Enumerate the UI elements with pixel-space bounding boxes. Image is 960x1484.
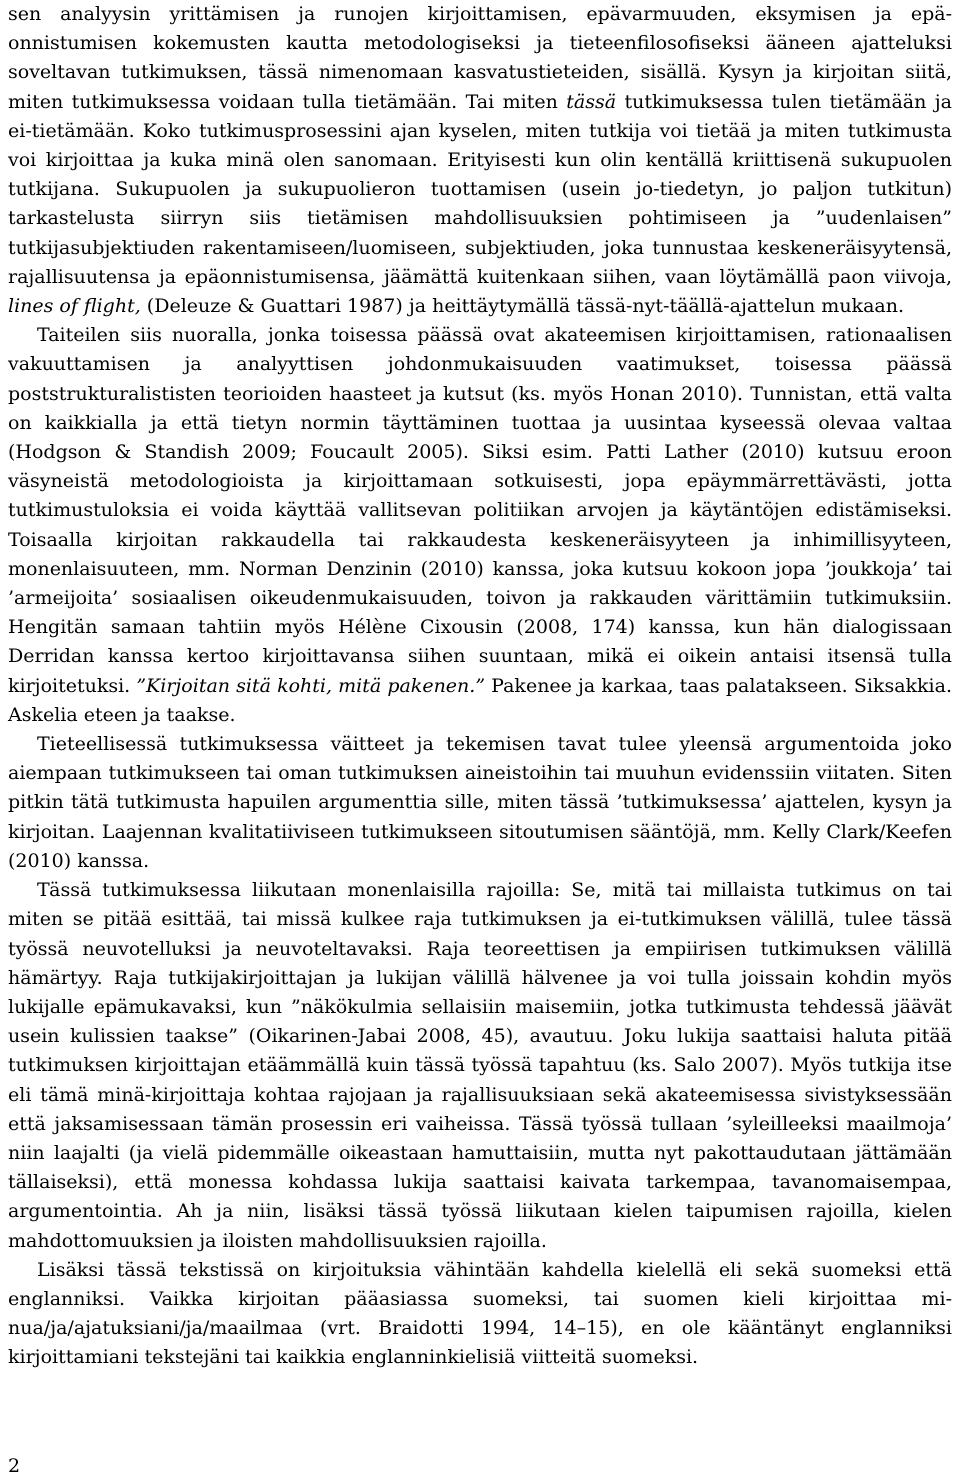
- paragraph-4: [8, 876, 952, 1256]
- paragraph-2-italic-quote: ”Kirjoitan sitä kohti, mitä pakenen.”: [136, 674, 486, 697]
- paragraph-1-italic-lines-of-flight: lines of flight,: [8, 295, 141, 318]
- paragraph-4-run-1: Tässä tutkimuksessa liikutaan monenlaisilla rajoilla: Se, mitä tai millaista tutkimus on tai miten se pitää esittää, tai missä kulkee raja tutkimuksen ja ei-tutkimuksen välillä, tulee tässä työssä neuvotelluksi ja neuvoteltavaksi. Raja teoreettisen ja empiirisen tutkimuksen välillä hämärtyy. Raja tutkijakirjoittajan ja lukijan välillä hälvenee ja voi tulla joissain kohdin myös lukijalle epämukavaksi, kun ”näkökulmia sellaisiin maisemiin, jotka tutkimusta tehdessä jäävät usein kulissien taakse” (Oikarinen-Jabai 2008, 45), avautuu. Joku lukija saattaisi haluta pitää tutkimuksen kirjoittajan etäämmällä kuin tässä työssä tapahtuu (ks. Salo 2007). Myös tutkija itse eli tämä minä-kirjoittaja kohtaa rajojaan ja rajallisuuksiaan sekä akateemisessa sivistyksessään että jaksamisessaan tämän prosessin eri vaiheissa. Tässä työssä tullaan ’syleilleeksi maailmoja’ niin laajalti (ja vielä pidemmälle oikeastaan hamuttaisiin, mutta nyt pakottaudutaan jättämään tällaiseksi), että monessa kohdassa lukija saattaisi kaivata tarkempaa, tavanomaisempaa, argumentointia. Ah ja niin, lisäksi tässä työssä liikutaan kielen taipumisen rajoilla, kielen mahdottomuuksien ja iloisten mahdollisuuksien rajoilla.: [8, 879, 952, 1252]
- paragraph-1-run-3: tutkimuksessa tulen tietämään ja ei-tietämään. Koko tutkimusprosessini ajan kyselen, miten tutkija voi tietää ja miten tutkimusta voi kirjoittaa ja kuka minä olen sanomaan. Erityisesti kun olin kentällä kriittisenä sukupuolen tutkijana. Sukupuolen ja sukupuolieron tuottamisen (usein jo-tiedetyn, jo paljon tutkitun) tarkastelusta siirryn siis tietämisen mahdollisuuksien pohtimiseen ja ”uudenlaisen” tutkijasubjektiuden rakentamiseen/luomiseen, subjektiuden, joka tunnustaa keskeneräisyytensä, rajallisuutensa ja epäonnistumisensa, jäämättä kuitenkaan siihen, vaan löytämällä paon viivoja,: [8, 90, 953, 288]
- paragraph-2-run-3: Pakenee ja karkaa, taas palatakseen. Siksakkia. Askelia eteen ja taakse.: [8, 674, 952, 726]
- paragraph-1-run-5: (Deleuze & Guattari 1987) ja heittäytymällä tässä-nyt-täällä-ajattelun mukaan.: [140, 295, 905, 318]
- paragraph-2: [8, 321, 952, 730]
- paragraph-3: [8, 730, 952, 876]
- paragraph-1: [8, 0, 952, 321]
- paragraph-1-run-1: sen analyysin yrittämisen ja runojen kirjoittamisen, epävarmuuden, eksymisen ja epäonnistumisen kokemusten kautta metodologiseksi ja tieteenfilosofiseksi ääneen ajatteluksi soveltavan tutkimuksen, tässä nimenomaan kasvatustieteiden, sisällä. Kysyn ja kirjoitan siitä, miten tutkimuksessa voidaan tulla tietämään. Tai miten: [8, 3, 952, 113]
- document-page: [8, 0, 952, 1373]
- paragraph-3-run-1: Tieteellisessä tutkimuksessa väitteet ja tekemisen tavat tulee yleensä argumentoida joko aiempaan tutkimukseen tai oman tutkimuksen aineistoihin tai muuhun evidenssiin viitaten. Siten pitkin tätä tutkimusta hapuilen argumenttia sille, miten tässä ’tutkimuksessa’ ajattelen, kysyn ja kirjoitan. Laajennan kvalitatiiviseen tutkimukseen sitoutumisen sääntöjä, mm. Kelly Clark/Keefen (2010) kanssa.: [8, 733, 952, 872]
- page-number: 2: [8, 1455, 21, 1477]
- paragraph-2-run-1: Taiteilen siis nuoralla, jonka toisessa päässä ovat akateemisen kirjoittamisen, rationaalisen vakuuttamisen ja analyyttisen johdonmukaisuuden vaatimukset, toisessa päässä poststrukturalististen teorioiden haasteet ja kutsut (ks. myös Honan 2010). Tunnistan, että valta on kaikkialla ja että tietyn normin täyttäminen tuottaa ja uusintaa kyseessä olevaa valtaa (Hodgson & Standish 2009; Foucault 2005). Siksi esim. Patti Lather (2010) kutsuu eroon väsyneistä metodologioista ja kirjoittamaan sotkuisesti, jopa epäymmärrettävästi, jotta tutkimustuloksia ei voida käyttää vallitsevan politiikan arvojen ja käytäntöjen edistämiseksi. Toisaalla kirjoitan rakkaudella tai rakkaudesta keskeneräisyyteen ja inhimillisyyteen, monenlaisuuteen, mm. Norman Denzinin (2010) kanssa, joka kutsuu kokoon jopa ’joukkoja’ tai ’armeijoita’ sosiaalisen oikeudenmukaisuuden, toivon ja rakkauden värittämiin tutkimuksiin. Hengitän samaan tahtiin myös Hélène Cixousin (2008, 174) kanssa, kun hän dialogissaan Derridan kanssa kertoo kirjoittavansa siihen suuntaan, mikä ei oikein antaisi itsensä tulla kirjoitetuksi.: [8, 324, 952, 697]
- paragraph-5-run-1: Lisäksi tässä tekstissä on kirjoituksia vähintään kahdella kielellä eli sekä suomeksi että englanniksi. Vaikka kirjoitan pääasiassa suomeksi, tai suomen kieli kirjoittaa minua/ja/ajatuksiani/ja/maailmaa (vrt. Braidotti 1994, 14–15), en ole kääntänyt englanniksi kirjoittamiani tekstejäni tai kaikkia englanninkielisiä viitteitä suomeksi.: [8, 1258, 952, 1369]
- paragraph-5: [8, 1256, 952, 1373]
- paragraph-1-italic-tassa: tässä: [566, 90, 617, 113]
